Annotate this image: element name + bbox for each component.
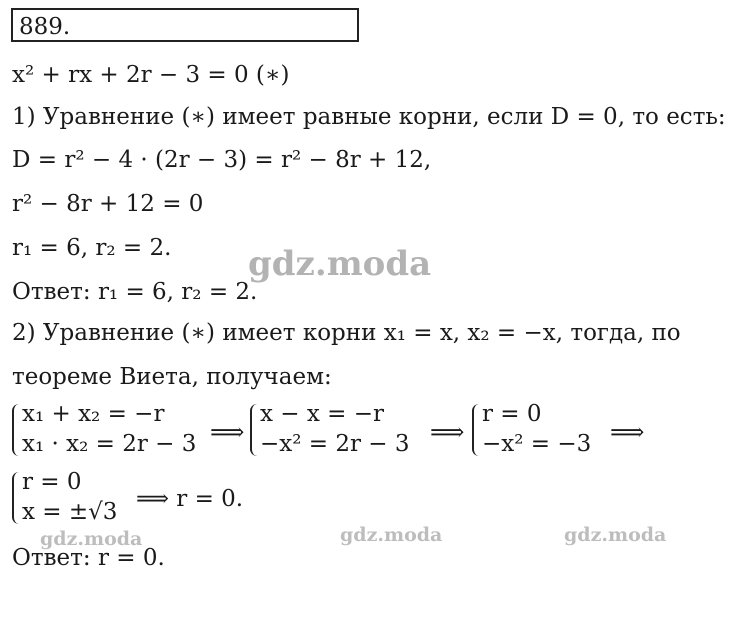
- part1-quadratic: r² − 8r + 12 = 0: [12, 191, 204, 217]
- part2-answer-value: r = 0.: [97, 545, 165, 571]
- part2-conclusion: ⟹ r = 0.: [136, 486, 244, 512]
- part1-roots: r₁ = 6, r₂ = 2.: [12, 235, 172, 261]
- implies-arrow: ⟹: [610, 418, 645, 446]
- problem-number-box: [11, 8, 359, 42]
- system-4-row-2: x = ±√3: [22, 499, 118, 525]
- part1-intro: 1) Уравнение (∗) имеет равные корни, если D = 0, то есть:: [12, 104, 726, 130]
- system-1-row-1: x₁ + x₂ = −r: [22, 401, 165, 427]
- watermark: gdz.moda: [564, 524, 667, 546]
- part2-intro-line2: теореме Виета, получаем:: [12, 364, 332, 390]
- implies-arrow: ⟹: [430, 418, 465, 446]
- part2-answer: [12, 547, 165, 570]
- brace: [250, 404, 259, 456]
- brace: [12, 404, 21, 456]
- system-1-row-2: x₁ · x₂ = 2r − 3: [22, 431, 197, 457]
- part1-answer-value: r₁ = 6, r₂ = 2.: [97, 279, 258, 305]
- part1-answer-label: Ответ:: [12, 279, 91, 305]
- watermark: gdz.moda: [340, 524, 443, 546]
- system-3-row-1: r = 0: [482, 401, 542, 427]
- brace: [12, 472, 21, 524]
- main-equation: x² + rx + 2r − 3 = 0 (∗): [12, 62, 290, 88]
- implies-arrow: ⟹: [210, 418, 245, 446]
- brace: [472, 404, 481, 456]
- problem-number: 889.: [19, 14, 71, 40]
- part1-discriminant: D = r² − 4 · (2r − 3) = r² − 8r + 12,: [12, 147, 432, 173]
- part2-intro-line1: 2) Уравнение (∗) имеет корни x₁ = x, x₂ = −x, тогда, по: [12, 320, 681, 346]
- system-4-row-1: r = 0: [22, 469, 82, 495]
- system-2-row-1: x − x = −r: [260, 401, 384, 427]
- system-2-row-2: −x² = 2r − 3: [260, 431, 410, 457]
- system-3-row-2: −x² = −3: [482, 431, 592, 457]
- watermark: gdz.moda: [40, 528, 143, 550]
- part2-answer-label: Ответ:: [12, 545, 91, 571]
- part1-answer: [12, 281, 257, 304]
- watermark: gdz.moda: [248, 244, 432, 284]
